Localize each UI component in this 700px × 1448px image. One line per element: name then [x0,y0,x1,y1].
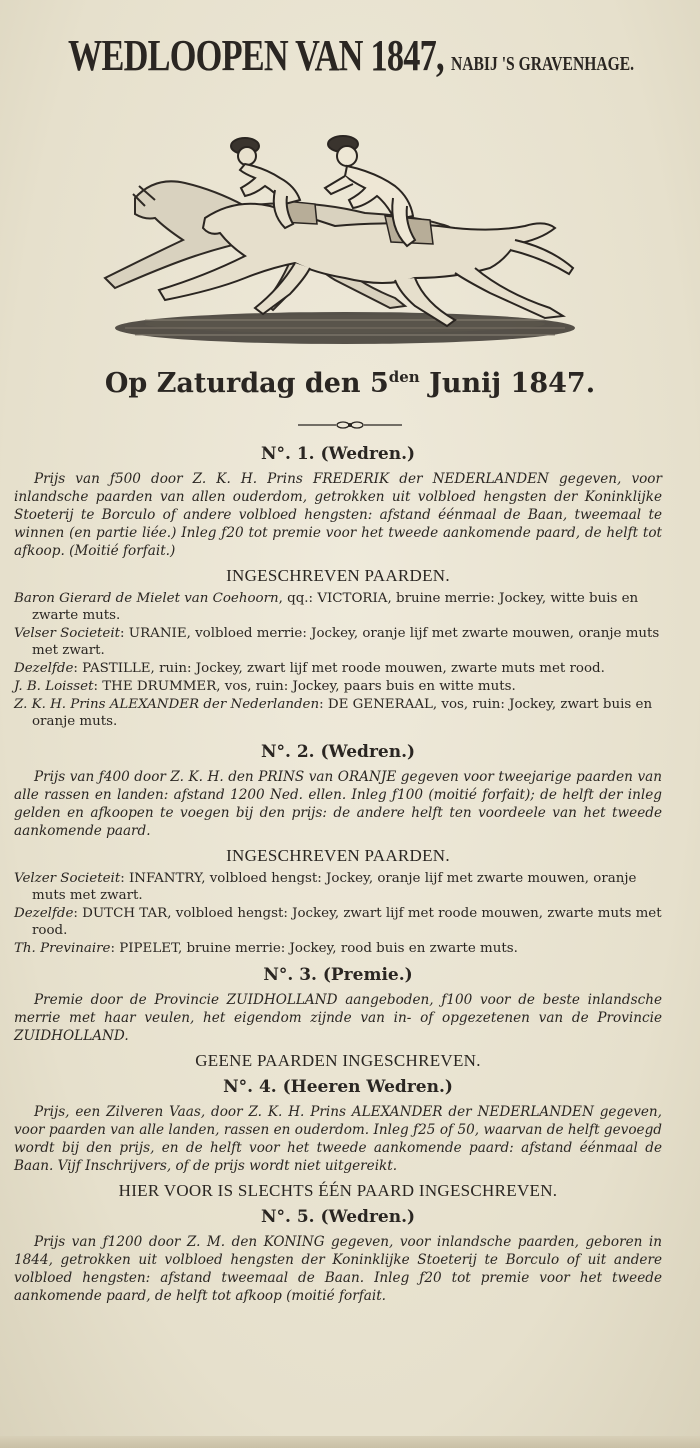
race-2 [14,742,662,957]
entry-details: : PASTILLE, ruin: Jockey, zwart lijf met roode mouwen, zwarte muts met rood. [73,661,605,676]
race-heading: N°. 1. (Wedren.) [260,444,416,464]
entry-details: : DUTCH TAR, volbloed hengst: Jockey, zwart lijf met roode mouwen, zwarte muts met rood. [32,906,662,938]
entry-details: : PIPELET, bruine merrie: Jockey, rood buis en zwarte muts. [110,941,518,956]
entries-heading: INGESCHREVEN PAARDEN. [226,566,450,585]
race-5 [14,1207,662,1305]
entry [14,590,662,624]
race-listing [14,444,662,1311]
entry-owner: Dezelfde [14,906,74,921]
race-heading: N°. 4. (Heeren Wedren.) [223,1077,453,1097]
entry-owner: Baron Gierard de Mielet van Coehoorn [14,591,279,606]
date-superscript: den [388,368,420,386]
race-heading: N°. 3. (Premie.) [263,965,413,985]
entry-owner: Dezelfde [14,661,74,676]
entry [14,905,662,939]
race-description: Prijs van ƒ1200 door Z. M. den KONING gegeven, voor inlandsche paarden, geboren in 1844, getrokken uit volbloed hengsten der Koninklijke Stoeterij te Borculo of uit andere volbloed hengsten: afstand tweemaal de Baan. Inleg ƒ20 tot premie voor het tweede aankomende paard, de helft tot afkoop (moitié forfait. [14,1234,662,1304]
entry-details: : DE GENERAAL, vos, ruin: Jockey, zwart buis en oranje muts. [32,697,653,729]
entry-owner: J. B. Loisset [14,679,94,694]
paper-bottom-edge [0,1436,700,1448]
entry-details: : THE DRUMMER, vos, ruin: Jockey, paars buis en witte muts. [93,679,516,694]
entry-details: : INFANTRY, volbloed hengst: Jockey, oranje lijf met zwarte mouwen, oranje muts met zwart. [32,871,637,903]
race-4 [14,1077,662,1201]
race-description: Prijs van ƒ400 door Z. K. H. den PRINS van ORANJE gegeven voor tweejarige paarden van alle rassen en landen: afstand 1200 Ned. ellen. Inleg ƒ100 (moitié forfait); de helft der inleg gelden en afkoopen te voegen bij den prijs: de andere helft ten voordeele van het tweede aankomende paard. [14,769,662,839]
entry [14,678,662,695]
entry [14,660,662,677]
entry-details: , qq.: VICTORIA, bruine merrie: Jockey, witte buis en zwarte muts. [32,591,639,623]
race-description: Premie door de Provincie ZUIDHOLLAND aangeboden, ƒ100 voor de beste inlandsche merrie met haar veulen, het eigendom zijnde van in- of opgezetenen van de Provincie ZUIDHOLLAND. [14,992,662,1044]
entries-heading: INGESCHREVEN PAARDEN. [226,846,450,865]
date-suffix: Junij 1847. [419,368,596,399]
ornament-divider [298,420,402,430]
race-1 [14,444,662,730]
race-description: Prijs, een Zilveren Vaas, door Z. K. H. Prins ALEXANDER der NEDERLANDEN gegeven, voor paarden van alle landen, rassen en ouderdom. Inleg ƒ25 of 50, waarvan de helft gevoegd wordt bij den prijs, en de helft voor het tweede aankomende paard: afstand éénmaal de Baan. Vijf Inschrijvers, of de prijs wordt niet uitgereikt. [14,1104,662,1174]
entry-owner: Z. K. H. Prins ALEXANDER der Nederlanden [14,697,320,712]
entry-owner: Th. Previnaire [14,941,111,956]
entry-owner: Velser Societeit [14,626,121,641]
entries-heading: GEENE PAARDEN INGESCHREVEN. [195,1051,481,1070]
date-prefix: Op Zaturdag den 5 [104,368,389,399]
entry [14,940,662,957]
entry [14,625,662,659]
race-heading: N°. 5. (Wedren.) [260,1207,416,1227]
race-3 [14,965,662,1071]
entry [14,870,662,904]
entries-heading: HIER VOOR IS SLECHTS ÉÉN PAARD INGESCHREVEN. [118,1181,558,1200]
ground-shadow [115,312,575,344]
poster-title: WEDLOOPEN VAN 1847, [67,31,444,80]
poster-subtitle: NABIJ 'S GRAVENHAGE. [450,53,634,75]
race-heading: N°. 2. (Wedren.) [260,742,416,762]
race-date [0,368,700,399]
entry-owner: Velzer Societeit [14,871,121,886]
racehorses-with-jockeys-engraving [95,128,605,358]
title-row [0,30,700,81]
entry [14,696,662,730]
entry-details: : URANIE, volbloed merrie: Jockey, oranje lijf met zwarte mouwen, oranje muts met zwart. [32,626,660,658]
race-description: Prijs van ƒ500 door Z. K. H. Prins FREDERIK der NEDERLANDEN gegeven, voor inlandsche paarden van allen ouderdom, getrokken uit volbloed hengsten der Koninklijke Stoeterij te Borculo of andere volbloed hengsten: afstand éénmaal de Baan, tweemaal te winnen (en partie liée.) Inleg ƒ20 tot premie voor het tweede aankomende paard, de helft tot afkoop. (Moitié forfait.) [14,471,662,559]
